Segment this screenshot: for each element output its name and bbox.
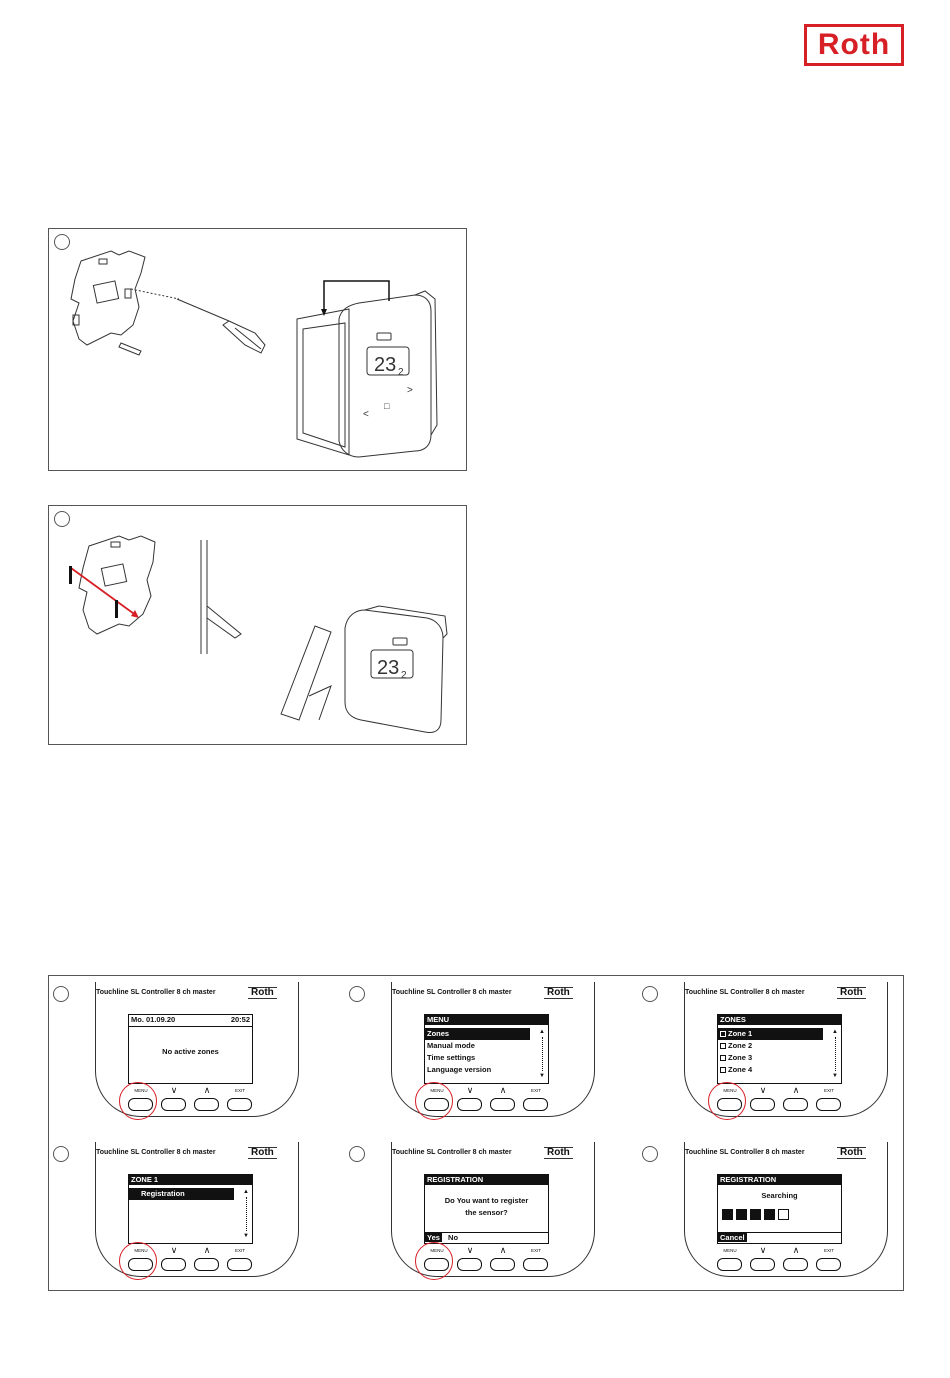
menu-label: MENU (430, 1248, 444, 1253)
step-number (53, 986, 69, 1002)
zone-item-3[interactable] (718, 1052, 841, 1064)
highlight-menu-button (708, 1082, 746, 1120)
exit-label: EXIT (530, 1248, 541, 1253)
down-button[interactable] (750, 1098, 775, 1111)
up-label: ∧ (792, 1085, 800, 1095)
down-button[interactable] (457, 1098, 482, 1111)
exit-button[interactable] (227, 1258, 252, 1271)
exit-button[interactable] (816, 1098, 841, 1111)
controller-title: Touchline SL Controller 8 ch master (685, 1149, 805, 1156)
down-label: ∨ (170, 1245, 178, 1255)
down-label: ∨ (170, 1085, 178, 1095)
up-label: ∧ (203, 1085, 211, 1095)
zone-item-1[interactable] (718, 1028, 823, 1040)
checkbox-icon (720, 1043, 726, 1049)
up-label: ∧ (499, 1245, 507, 1255)
down-button[interactable] (161, 1098, 186, 1111)
menu-item-manual-mode[interactable]: Manual mode (427, 1041, 475, 1050)
lcd-screen (424, 1014, 549, 1084)
checkbox-icon (720, 1031, 726, 1037)
zone-label: Zone 3 (728, 1053, 753, 1062)
yes-option[interactable]: Yes (427, 1233, 440, 1242)
wall-mount-illustration (49, 229, 468, 472)
down-label: ∨ (759, 1245, 767, 1255)
lcd-screen (128, 1174, 253, 1244)
menu-button[interactable] (717, 1258, 742, 1271)
exit-label: EXIT (530, 1088, 541, 1093)
up-label: ∧ (792, 1245, 800, 1255)
lcd-screen (424, 1174, 549, 1244)
lcd-time: 20:52 (230, 1015, 250, 1024)
lcd-header: MENU (425, 1015, 548, 1025)
figure-wall-mounting (48, 228, 467, 471)
exit-button[interactable] (227, 1098, 252, 1111)
question-line-2: the sensor? (465, 1208, 508, 1217)
highlight-menu-button (119, 1242, 157, 1280)
thermostat-temp-main: 23 (374, 354, 397, 376)
zone-item-4[interactable] (718, 1064, 841, 1076)
down-button[interactable] (161, 1258, 186, 1271)
thermostat-left-arrow: < (363, 409, 369, 420)
thermostat-temp-sub: 2 (401, 670, 407, 681)
menu-label: MENU (723, 1088, 737, 1093)
controller-logo: Roth (544, 987, 573, 999)
screwdriver (177, 299, 265, 353)
menu-item-registration[interactable]: Registration (129, 1188, 234, 1200)
menu-item-time-settings[interactable]: Time settings (427, 1053, 476, 1062)
menu-item-language[interactable]: Language version (427, 1065, 492, 1074)
controller-step-6 (676, 1142, 888, 1292)
checkbox-icon (720, 1067, 726, 1073)
roth-logo-text: Roth (817, 28, 891, 61)
up-button[interactable] (490, 1098, 515, 1111)
lcd-screen (717, 1174, 842, 1244)
step-number (349, 986, 365, 1002)
roth-logo (804, 24, 904, 66)
highlight-menu-button (415, 1082, 453, 1120)
menu-label: MENU (134, 1088, 148, 1093)
controller-device (684, 1142, 888, 1277)
exit-button[interactable] (523, 1098, 548, 1111)
controller-step-2 (383, 982, 595, 1132)
controller-logo: Roth (544, 1147, 573, 1159)
lcd-header: REGISTRATION (718, 1175, 841, 1185)
zone-label: Zone 2 (728, 1041, 753, 1050)
controller-title: Touchline SL Controller 8 ch master (685, 989, 805, 996)
up-button[interactable] (194, 1258, 219, 1271)
controller-title: Touchline SL Controller 8 ch master (96, 1149, 216, 1156)
up-button[interactable] (194, 1098, 219, 1111)
zone-item-2[interactable] (718, 1040, 841, 1052)
progress-square-empty (778, 1209, 789, 1220)
exit-label: EXIT (823, 1088, 834, 1093)
exit-button[interactable] (816, 1258, 841, 1271)
thermostat-right-arrow: > (407, 385, 413, 396)
thermostat-body (339, 295, 431, 457)
lcd-header: ZONE 1 (129, 1175, 252, 1185)
step-number (642, 1146, 658, 1162)
progress-square-filled (722, 1209, 733, 1220)
thermostat-temp-sub: 2 (398, 367, 404, 378)
controller-logo: Roth (837, 1147, 866, 1159)
stand-foot (207, 606, 241, 638)
lcd-header: ZONES (718, 1015, 841, 1025)
searching-status: Searching (761, 1191, 798, 1200)
step-number (349, 1146, 365, 1162)
down-button[interactable] (750, 1258, 775, 1271)
cancel-option[interactable]: Cancel (720, 1233, 745, 1242)
lcd-screen (717, 1014, 842, 1084)
controller-step-5 (383, 1142, 595, 1292)
highlight-menu-button (415, 1242, 453, 1280)
no-option[interactable]: No (448, 1233, 459, 1242)
lcd-screen (128, 1014, 253, 1084)
thermostat-temp-main: 23 (377, 657, 400, 679)
down-label: ∨ (466, 1085, 474, 1095)
figure-desk-stand (48, 505, 467, 745)
controller-buttons (717, 1245, 857, 1270)
progress-square-filled (764, 1209, 775, 1220)
controller-title: Touchline SL Controller 8 ch master (392, 1149, 512, 1156)
figure-controller-registration (48, 975, 904, 1291)
controller-title: Touchline SL Controller 8 ch master (392, 989, 512, 996)
down-label: ∨ (466, 1245, 474, 1255)
scrollbar: ▲ ▼ (539, 1029, 545, 1079)
controller-step-4 (87, 1142, 299, 1292)
step-number (642, 986, 658, 1002)
controller-logo: Roth (248, 987, 277, 999)
scrollbar: ▲ ▼ (243, 1189, 249, 1239)
zone-label: Zone 1 (728, 1029, 753, 1038)
menu-label: MENU (134, 1248, 148, 1253)
progress-square-filled (736, 1209, 747, 1220)
up-label: ∧ (203, 1245, 211, 1255)
scrollbar: ▲ ▼ (832, 1029, 838, 1079)
menu-label: MENU (430, 1088, 444, 1093)
checkbox-icon (720, 1055, 726, 1061)
stand-plate (79, 536, 155, 634)
menu-item-zones[interactable]: Zones (425, 1028, 530, 1040)
zone-label: Zone 4 (728, 1065, 753, 1074)
progress-square-filled (750, 1209, 761, 1220)
step-number (53, 1146, 69, 1162)
up-button[interactable] (783, 1258, 808, 1271)
lcd-message: No active zones (162, 1047, 219, 1056)
wall-plate (71, 251, 145, 345)
down-button[interactable] (457, 1258, 482, 1271)
highlight-menu-button (119, 1082, 157, 1120)
up-button[interactable] (490, 1258, 515, 1271)
screw (119, 343, 141, 355)
controller-title: Touchline SL Controller 8 ch master (96, 989, 216, 996)
lcd-date: Mo. 01.09.20 (131, 1015, 176, 1024)
up-button[interactable] (783, 1098, 808, 1111)
exit-button[interactable] (523, 1258, 548, 1271)
thermostat-mid-button: □ (384, 401, 390, 411)
down-label: ∨ (759, 1085, 767, 1095)
controller-logo: Roth (248, 1147, 277, 1159)
exit-label: EXIT (234, 1088, 245, 1093)
up-label: ∧ (499, 1085, 507, 1095)
question-line-1: Do You want to register (444, 1196, 529, 1205)
exit-label: EXIT (234, 1248, 245, 1253)
lcd-header: REGISTRATION (425, 1175, 548, 1185)
controller-step-3 (676, 982, 888, 1132)
controller-logo: Roth (837, 987, 866, 999)
exit-label: EXIT (823, 1248, 834, 1253)
menu-label: MENU (723, 1248, 737, 1253)
desk-stand-illustration (49, 506, 468, 746)
controller-step-1 (87, 982, 299, 1132)
